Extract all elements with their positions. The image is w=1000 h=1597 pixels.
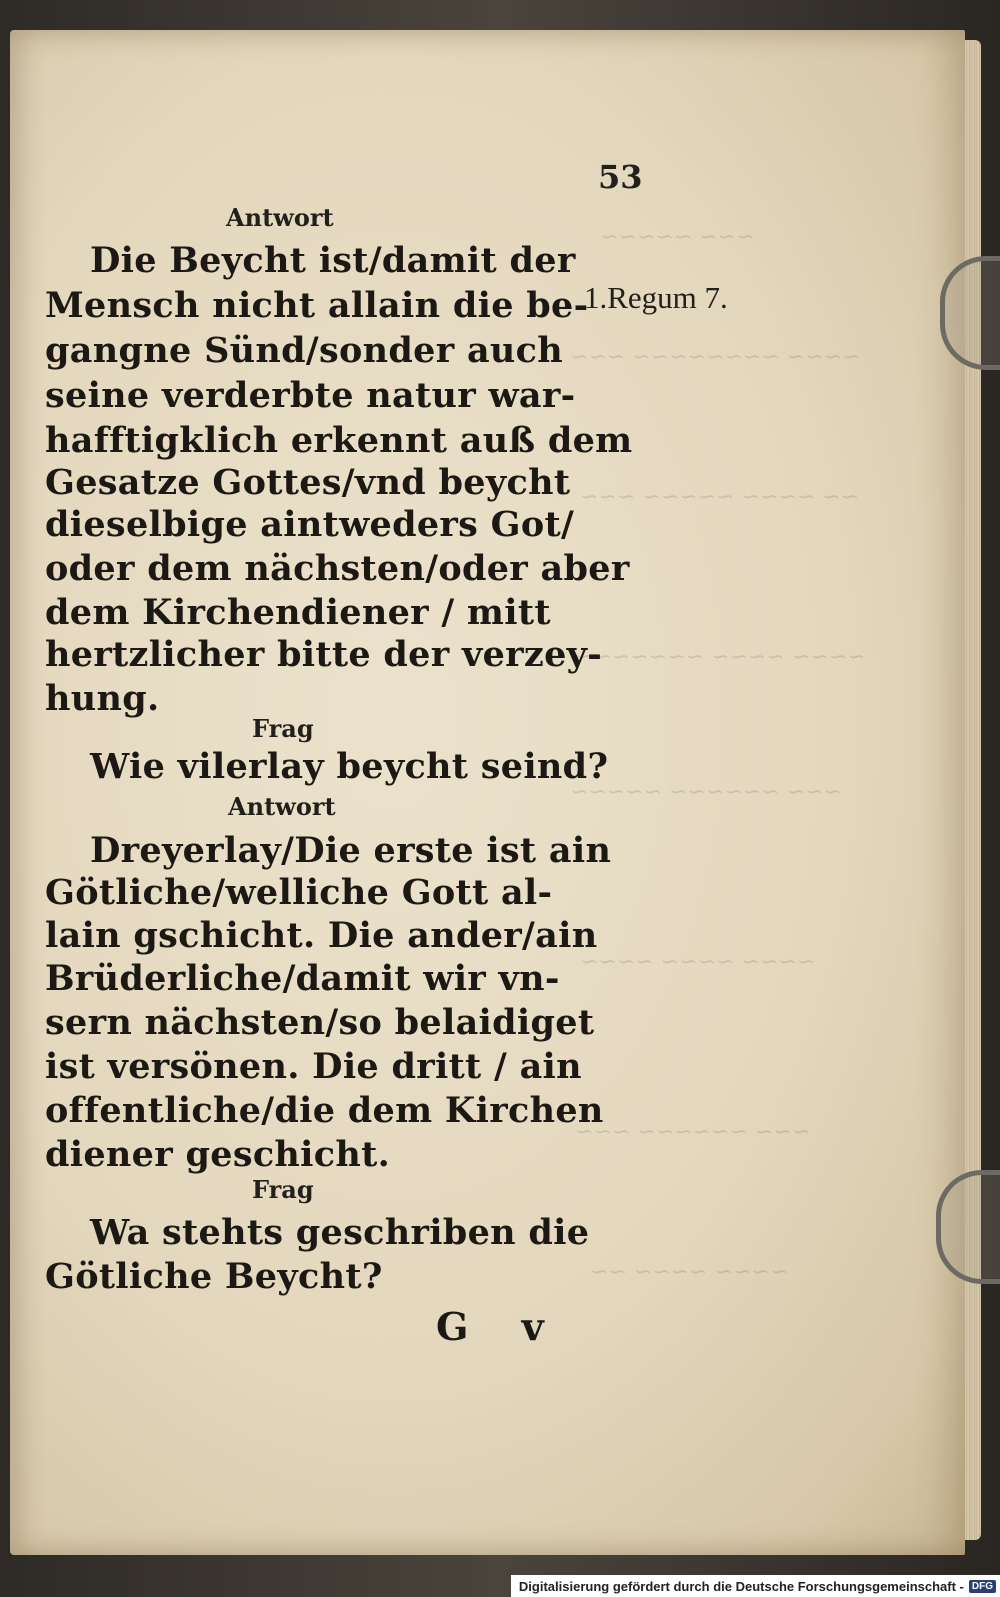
text-line: offentliche/die dem Kirchen: [45, 1090, 604, 1131]
bleed-through: ~~~~ ~~~~ ~~~~~~~: [575, 645, 866, 670]
text-line: seine verderbte natur war-: [45, 375, 576, 416]
bleed-through: ~~~ ~~~~~~ ~~~~~: [570, 780, 843, 805]
question-line: Götliche Beycht?: [45, 1256, 383, 1297]
bleed-through: ~~~~ ~~~~ ~~: [590, 1260, 789, 1285]
text-line: dem Kirchendiener / mitt: [45, 592, 551, 633]
digitization-credit: [511, 1575, 1000, 1597]
text-line: Die Beycht ist/damit der: [90, 240, 576, 281]
text-line: Brüderliche/damit wir vn-: [45, 958, 560, 999]
section-heading: Antwort: [228, 792, 336, 821]
text-line: Mensch nicht allain die be-: [45, 285, 589, 326]
text-line: diener geschicht.: [45, 1134, 391, 1175]
page-number: 53: [598, 158, 643, 196]
margin-note: 1.Regum 7.: [584, 280, 728, 315]
bleed-through: ~~~~ ~~~~~~~~ ~~~: [570, 345, 861, 370]
text-line: oder dem nächsten/oder aber: [45, 548, 630, 589]
text-line: sern nächsten/so belaidiget: [45, 1002, 595, 1043]
section-heading: Antwort: [226, 203, 334, 232]
text-line: hertzlicher bitte der verzey-: [45, 634, 603, 675]
bleed-through: ~~~ ~~~~~: [600, 225, 755, 250]
bleed-through: ~~~~ ~~~~ ~~~~: [580, 950, 816, 975]
text-line: dieselbige aintweders Got/: [45, 504, 575, 545]
dfg-logo: DFG: [969, 1580, 996, 1593]
text-line: Götliche/welliche Gott al-: [45, 872, 553, 913]
text-line: ist versönen. Die dritt / ain: [45, 1046, 582, 1087]
question-line: Wa stehts geschriben die: [90, 1212, 590, 1253]
credit-text: Digitalisierung gefördert durch die Deutsche Forschungsgemeinschaft -: [518, 1578, 964, 1594]
signature-mark: G v: [436, 1304, 544, 1349]
book-clasp: [936, 1170, 1000, 1284]
text-line: hafftigklich erkennt auß dem: [45, 420, 633, 461]
section-heading: Frag: [252, 714, 314, 743]
text-line: gangne Sünd/sonder auch: [45, 330, 564, 371]
bleed-through: ~~~ ~~~~~~ ~~~: [575, 1120, 811, 1145]
text-line: Dreyerlay/Die erste ist ain: [90, 830, 612, 871]
text-line: Gesatze Gottes/vnd beycht: [45, 462, 571, 503]
question-line: Wie vilerlay beycht seind?: [90, 746, 609, 787]
section-heading: Frag: [252, 1175, 314, 1204]
text-line: lain gschicht. Die ander/ain: [45, 915, 598, 956]
text-line: hung.: [45, 678, 160, 719]
bleed-through: ~~ ~~~~ ~~~~~ ~~~: [580, 485, 860, 510]
